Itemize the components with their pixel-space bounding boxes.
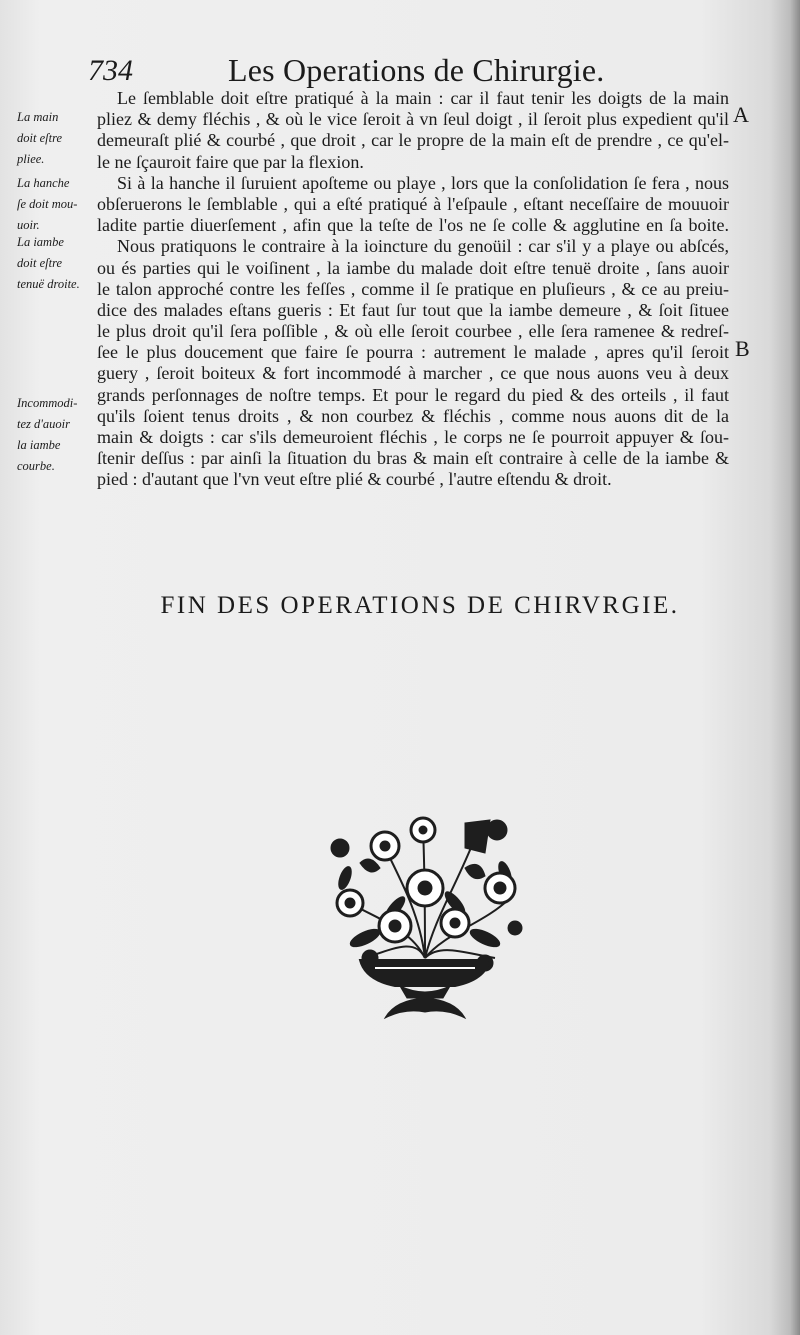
side-note-line: courbe. (17, 459, 55, 473)
text-line: qu'ils ſoient tenus droits , & non courbez & fléchis , comme nous auons dit de la (97, 405, 729, 426)
side-note-line: doit eſtre (17, 256, 63, 270)
text-line: demeuraſt plié & courbé , que droit , car le propre de la main eſt de prendre , ce qu'el- (97, 130, 729, 151)
side-note-line: doit eſtre (17, 131, 63, 145)
side-note-iambe (17, 232, 97, 295)
text-line: ladite partie diuerſement , afin que la teſte de l'os ne ſe colle & agglutine en ſa boite. (97, 215, 729, 236)
page-number: 734 (88, 54, 133, 87)
running-title: Les Operations de Chirurgie. (228, 52, 605, 88)
closing-title: FIN DES OPERATIONS DE CHIRVRGIE. (160, 592, 680, 619)
text-line: obſeruerons le ſemblable , qui a eſté pratiqué à l'eſpaule , eſtant neceſſaire de mouuoir (97, 193, 729, 214)
text-line: le plus droit qu'il ſera poſſible , & où elle ſeroit courbee , elle ſera ramenee & redreſ- (97, 321, 729, 342)
side-note-line: ſe doit mou- (17, 197, 78, 211)
side-note-line: La iambe (17, 235, 64, 249)
text-line: pied : d'autant que l'vn veut eſtre plié & courbé , l'autre eſtendu & droit. (97, 469, 612, 490)
side-note-line: pliee. (17, 152, 45, 166)
flower-vase-ornament-icon (325, 808, 525, 1023)
margin-letter-a: A (733, 102, 749, 127)
text-line: pliez & demy fléchis , & où le vice ſeroit à vn ſeul doigt , il ſeroit plus expedient qu'il (97, 109, 729, 130)
text-line: Nous pratiquons le contraire à la ioincture du genoüil : car s'il y a playe ou abſcés, (117, 236, 729, 257)
text-line: ſee le plus doucement que faire ſe pourra : autrement le malade , apres qu'il ſeroit (97, 342, 729, 363)
side-note-line: Incommodi- (17, 396, 78, 410)
side-note-incommoditez (17, 393, 97, 477)
text-line: le ne ſçauroit faire que par la flexion. (97, 151, 364, 172)
text-line: Le ſemblable doit eſtre pratiqué à la main : car il faut tenir les doigts de la main (117, 88, 729, 108)
text-line: grands perſonnages de noſtre temps. Et pour le regard du pied & des orteils , il faut (97, 384, 729, 405)
side-note-line: La hanche (17, 176, 70, 190)
text-line: le talon approché contre les feſſes , comme il ſe pratique en pluſieurs , & ce au preiu- (97, 278, 729, 299)
side-note-line: la iambe (17, 438, 61, 452)
side-note-line: tez d'auoir (17, 417, 71, 431)
text-line: Si à la hanche il ſuruient apoſteme ou playe , lors que la conſolidation ſe fera , nous (117, 172, 729, 193)
text-line: ou és parties qui le voiſinent , la iambe du malade doit eſtre tenuë droite , ſans auoir (97, 257, 729, 278)
side-note-line: uoir. (17, 218, 40, 232)
side-note-hanche (17, 173, 97, 236)
side-note-line: La main (17, 110, 59, 124)
text-line: dice des malades eſtans gueris : Et faut ſur tout que la iambe demeure , & ſoit ſituee (97, 299, 729, 320)
text-line: guery , ſeroit boiteux & fort incommodé à marcher , ce que nous auons veu à deux (97, 363, 729, 384)
margin-letter-b: B (735, 336, 750, 361)
side-note-main (17, 107, 97, 170)
side-note-line: tenuë droite. (17, 277, 80, 291)
text-line: main & doigts : car s'ils demeuroient fléchis , le corps ne ſe pourroit appuyer & ſou- (97, 427, 729, 447)
body-text (97, 88, 729, 491)
text-line: ſtenir deſſus : par ainſi la ſituation du bras & main eſt contraire à celle de la iambe & (97, 448, 729, 469)
